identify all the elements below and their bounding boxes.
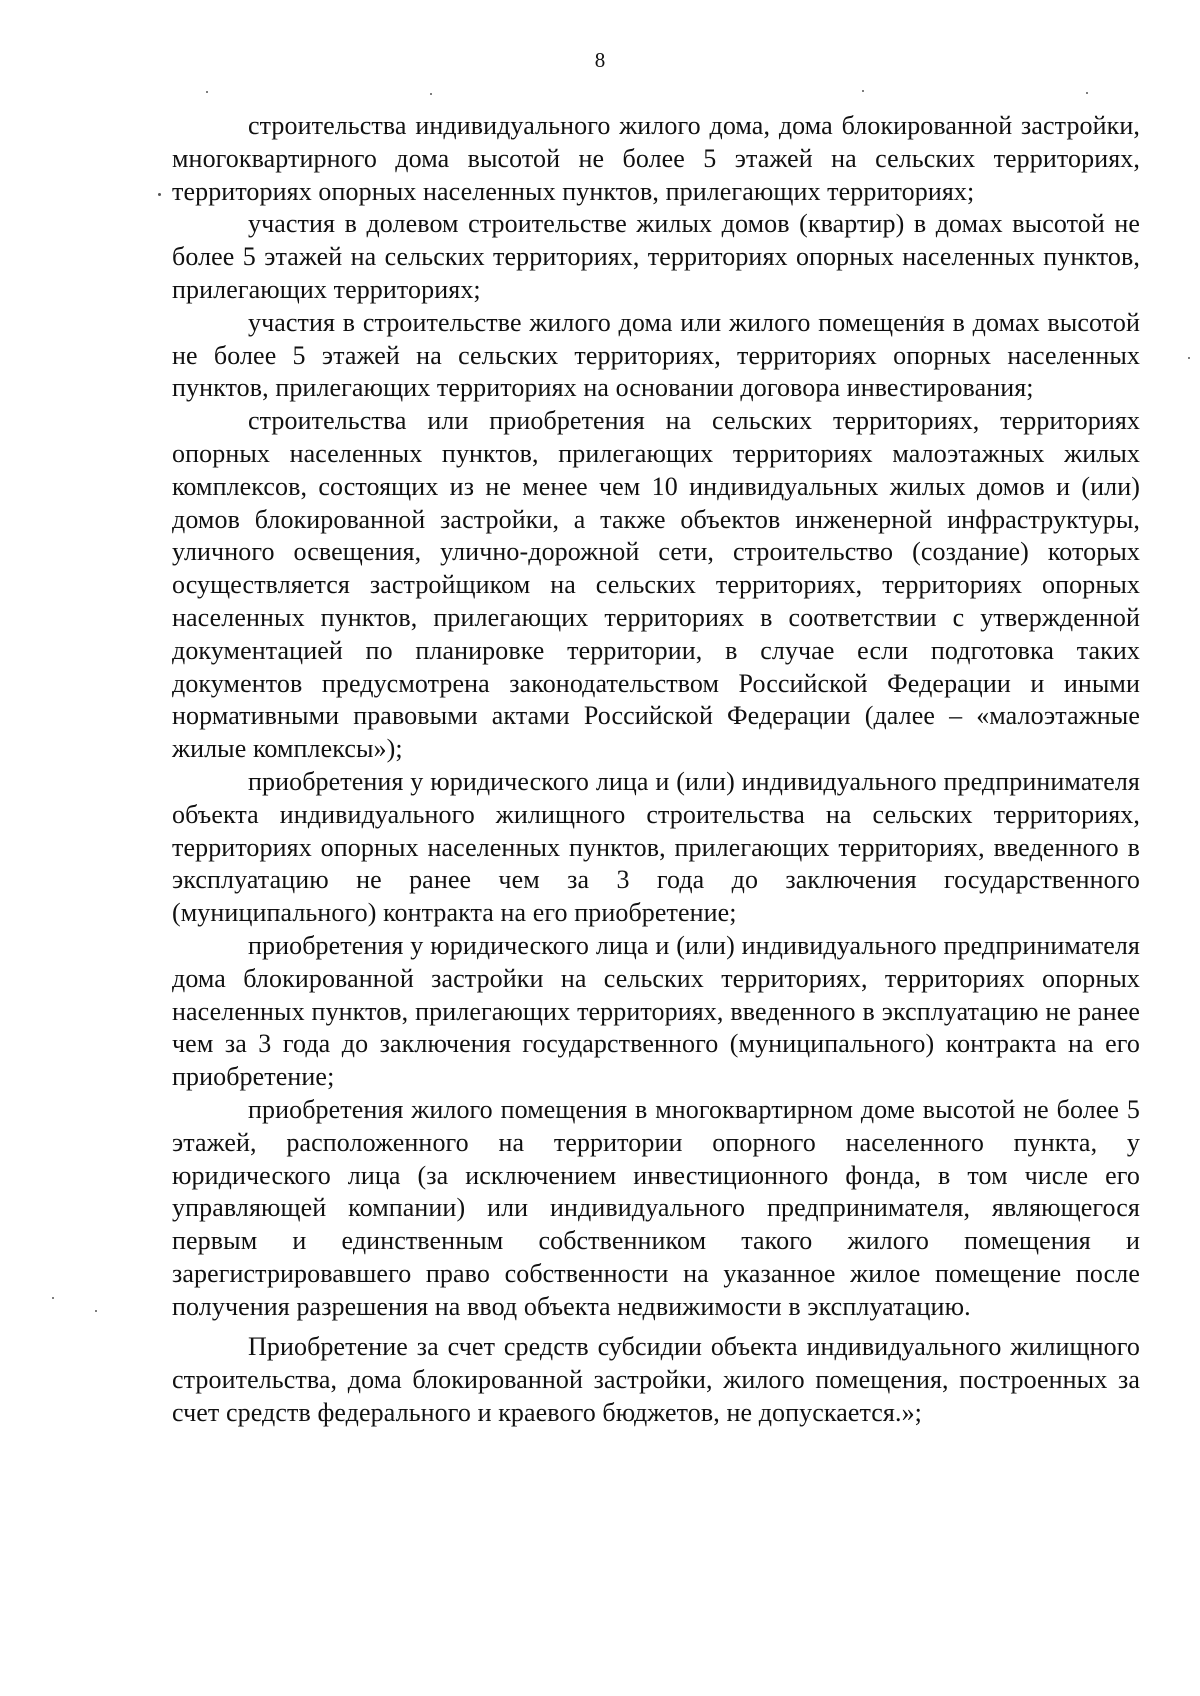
scan-speck <box>1188 357 1190 359</box>
scan-speck <box>1086 92 1088 94</box>
scan-speck <box>95 1310 97 1312</box>
scan-speck <box>430 93 432 95</box>
scan-speck <box>862 90 864 92</box>
scan-speck <box>158 193 161 196</box>
paragraph: приобретения у юридического лица и (или) индивидуального предпринимателя объекта индивидуального жилищного строительства на сельских территориях, территориях опорных населенных пунктов, прилегающих территориях, введенного в эксплуатацию не ранее чем за 3 года до заключения государственного (муниципального) контракта на его приобретение; <box>172 766 1140 928</box>
paragraph: участия в долевом строительстве жилых домов (квартир) в домах высотой не более 5 этажей на сельских территориях, территориях опорных населенных пунктов, прилегающих территориях; <box>172 209 1140 304</box>
paragraph: строительства индивидуального жилого дома, дома блокированной застройки, многоквартирного дома высотой не более 5 этажей на сельских территориях, территориях опорных населенных пунктов, прилегающих территориях; <box>172 111 1140 206</box>
paragraph: строительства или приобретения на сельских территориях, территориях опорных населенных пунктов, прилегающих территориях малоэтажных жилых комплексов, состоящих из не менее чем 10 индивидуальных жилых домов и (или) домов блокированной застройки, а также объектов инженерной инфраструктуры, уличного освещения, улично-дорожной сети, строительство (создание) которых осуществляется застройщиком на сельских территориях, территориях опорных населенных пунктов, прилегающих территориях в соответствии с утвержденной документацией по планировке территории, в случае если подготовка таких документов предусмотрена законодательством Российской Федерации и иными нормативными правовыми актами Российской Федерации (далее – «малоэтажные жилые комплексы»); <box>172 406 1140 764</box>
paragraph: Приобретение за счет средств субсидии объекта индивидуального жилищного строительства, дома блокированной застройки, жилого помещения, построенных за счет средств федерального и краевого бюджетов, не допускается.»; <box>172 1332 1140 1428</box>
page-number: 8 <box>594 48 606 72</box>
document-body <box>172 110 1140 1430</box>
scan-speck <box>206 91 208 93</box>
paragraph: участия в строительстве жилого дома или жилого помещения в домах высотой не более 5 этажей на сельских территориях, территориях опорных населенных пунктов, прилегающих территориях на основании договора инвестирования; <box>172 307 1140 403</box>
paragraph: приобретения жилого помещения в многоквартирном доме высотой не более 5 этажей, расположенного на территории опорного населенного пункта, у юридического лица (за исключением инвестиционного фонда, в том числе его управляющей компании) или индивидуального предпринимателя, являющегося первым и единственным собственником такого жилого помещения и зарегистрировавшего право собственности на указанное жилое помещение после получения разрешения на ввод объекта недвижимости в эксплуатацию. <box>172 1094 1140 1321</box>
scan-speck <box>52 1297 54 1299</box>
paragraph: приобретения у юридического лица и (или) индивидуального предпринимателя дома блокированной застройки на сельских территориях, территориях опорных населенных пунктов, прилегающих территориях, введенного в эксплуатацию не ранее чем за 3 года до заключения государственного (муниципального) контракта на его приобретение; <box>172 930 1140 1092</box>
